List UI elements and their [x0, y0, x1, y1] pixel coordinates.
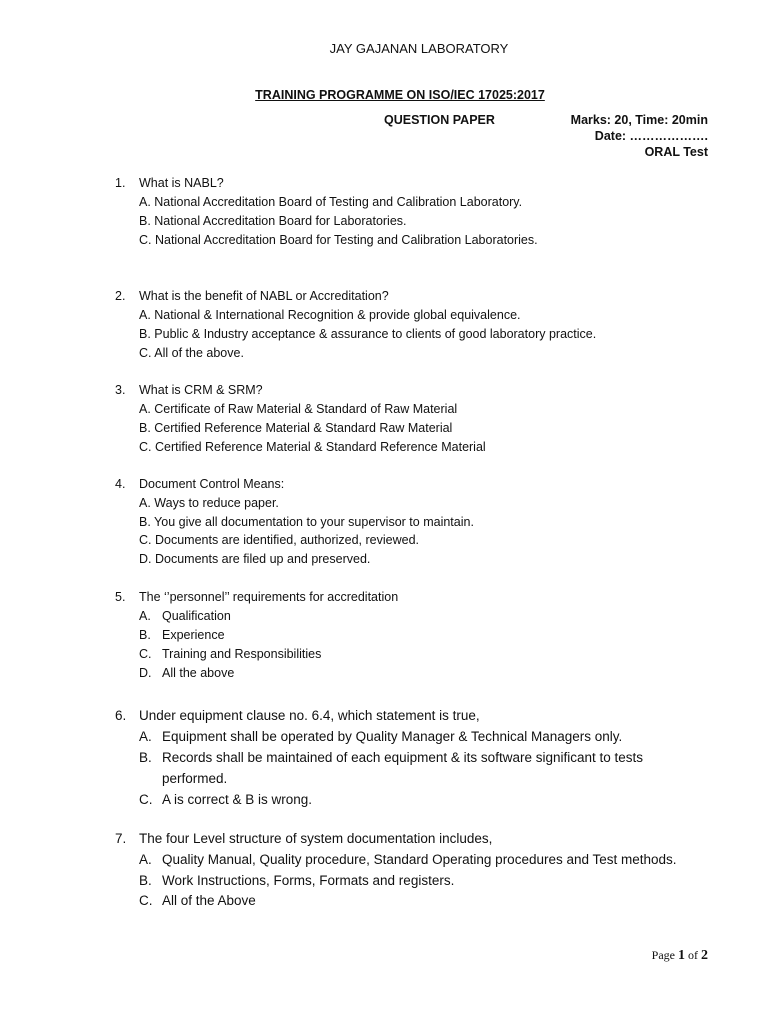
option: A. Ways to reduce paper.: [139, 496, 279, 510]
question-text: What is CRM & SRM?: [139, 383, 263, 397]
date-field: Date: ……………….: [594, 129, 708, 143]
option-text: Work Instructions, Forms, Formats and registers.: [162, 873, 455, 888]
option-letter: B.: [139, 873, 152, 888]
option-letter: C.: [139, 792, 153, 807]
lab-name: JAY GAJANAN LABORATORY: [329, 41, 509, 56]
page-word: Page: [651, 948, 675, 962]
option-text: Equipment shall be operated by Quality Manager & Technical Managers only.: [162, 729, 623, 744]
option: C. All of the above.: [139, 346, 244, 360]
option-letter: D.: [139, 666, 152, 680]
of-word: of: [688, 948, 698, 962]
option-letter: A.: [139, 729, 152, 744]
option: B. Public & Industry acceptance & assurance to clients of good laboratory practice.: [139, 327, 597, 341]
option: A. Certificate of Raw Material & Standard of Raw Material: [139, 402, 458, 416]
option-text: All of the Above: [162, 893, 256, 908]
option: A. National Accreditation Board of Testing and Calibration Laboratory.: [139, 195, 523, 209]
page-footer: [652, 948, 708, 964]
question-number: 5.: [115, 590, 126, 604]
option: B. You give all documentation to your supervisor to maintain.: [139, 515, 474, 529]
option-text: A is correct & B is wrong.: [162, 792, 313, 807]
option: A. National & International Recognition & provide global equivalence.: [139, 308, 521, 322]
option-text: All the above: [162, 666, 235, 680]
option-letter: C.: [139, 893, 153, 908]
option-text: Training and Responsibilities: [162, 647, 322, 661]
option-letter: A.: [139, 609, 151, 623]
question-text: Under equipment clause no. 6.4, which statement is true,: [139, 708, 480, 723]
question-number: 2.: [115, 289, 126, 303]
option-text: Quality Manual, Quality procedure, Standard Operating procedures and Test methods.: [162, 852, 677, 867]
question-number: 3.: [115, 383, 126, 397]
question-number: 7.: [115, 831, 127, 846]
marks-time: Marks: 20, Time: 20min: [570, 113, 708, 127]
programme-title: TRAINING PROGRAMME ON ISO/IEC 17025:2017: [255, 88, 545, 102]
test-type: ORAL Test: [644, 145, 708, 159]
option-text: Records shall be maintained of each equipment & its software significant to tests: [162, 750, 644, 765]
page-total: 2: [701, 948, 708, 963]
option-letter: B.: [139, 750, 152, 765]
option: B. Certified Reference Material & Standard Raw Material: [139, 421, 453, 435]
option: C. National Accreditation Board for Testing and Calibration Laboratories.: [139, 233, 538, 247]
question-number: 6.: [115, 708, 127, 723]
option-letter: C.: [139, 647, 152, 661]
question-text: Document Control Means:: [139, 477, 285, 491]
question-text: The ‘’personnel’’ requirements for accreditation: [139, 590, 399, 604]
question-text: The four Level structure of system documentation includes,: [139, 831, 493, 846]
option-text: Qualification: [162, 609, 231, 623]
option-letter: B.: [139, 628, 151, 642]
option-text-continued: performed.: [162, 771, 228, 786]
paper-title: QUESTION PAPER: [384, 113, 495, 127]
option-text: Experience: [162, 628, 225, 642]
option: C. Certified Reference Material & Standard Reference Material: [139, 440, 486, 454]
question-number: 1.: [115, 176, 126, 190]
question-number: 4.: [115, 477, 126, 491]
option: D. Documents are filed up and preserved.: [139, 552, 371, 566]
option: B. National Accreditation Board for Laboratories.: [139, 214, 407, 228]
question-text: What is NABL?: [139, 176, 224, 190]
option-letter: A.: [139, 852, 152, 867]
question-text: What is the benefit of NABL or Accreditation?: [139, 289, 389, 303]
page-number: 1: [678, 948, 685, 963]
option: C. Documents are identified, authorized, reviewed.: [139, 533, 420, 547]
